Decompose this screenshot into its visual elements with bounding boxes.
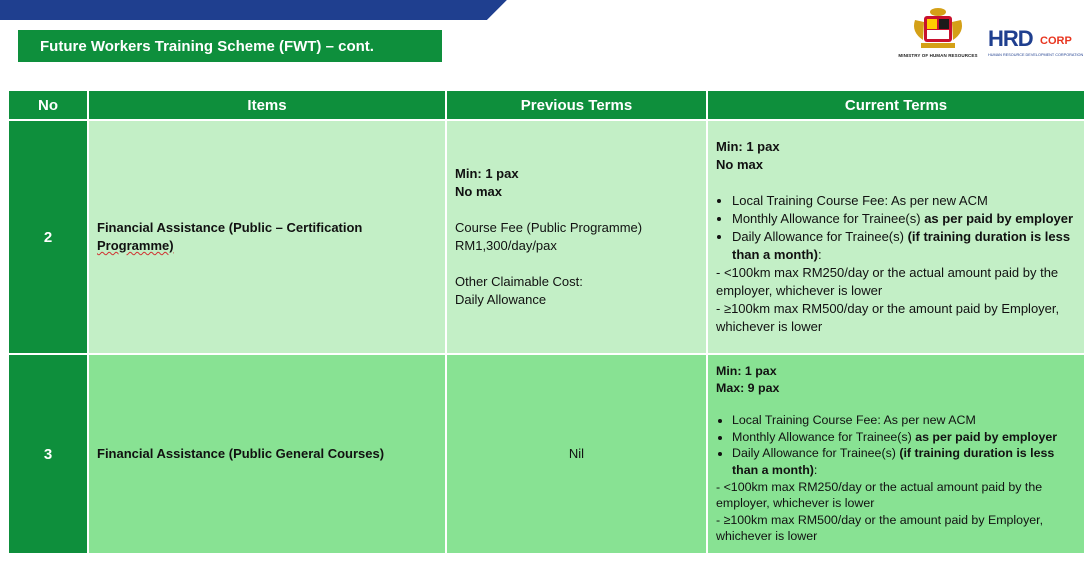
- item-text-line1: Financial Assistance (Public – Certification: [97, 220, 363, 235]
- previous-terms-cell: [446, 120, 707, 354]
- curr-distance-under-100km: - <100km max RM250/day or the actual amount paid by the employer, whichever is lower: [716, 479, 1043, 511]
- item-text-line2: Programme): [97, 238, 174, 253]
- curr-distance-under-100km: - <100km max RM250/day or the actual amount paid by the employer, whichever is lower: [716, 265, 1059, 298]
- hrdcorp-logo: [988, 26, 1084, 60]
- curr-bullet-monthly-allowance: • Monthly Allowance for Trainee(s) as per paid by employer: [732, 210, 1076, 228]
- header-current-terms: Current Terms: [707, 90, 1085, 120]
- curr-bullet-monthly-allowance: • Monthly Allowance for Trainee(s) as per paid by employer: [732, 429, 1076, 446]
- curr-min: Min: 1 pax: [716, 139, 780, 154]
- terms-table: [7, 89, 1086, 555]
- curr-bullet-daily-allowance: • Daily Allowance for Trainee(s) (if training duration is less than a month):: [732, 228, 1076, 264]
- curr-min: Min: 1 pax: [716, 364, 777, 379]
- prev-fee-value: RM1,300/day/pax: [455, 238, 557, 253]
- curr-bullet-course-fee: • Local Training Course Fee: As per new ACM: [732, 192, 1076, 210]
- table-row: [8, 120, 1085, 354]
- hrd-logo-main: HRD: [988, 26, 1033, 51]
- table-header-row: [8, 90, 1085, 120]
- row-number: 3: [8, 354, 88, 554]
- prev-fee-label: Course Fee (Public Programme): [455, 220, 643, 235]
- current-terms-cell: [707, 120, 1085, 354]
- prev-min: Min: 1 pax: [455, 166, 519, 181]
- current-terms-cell: [707, 354, 1085, 554]
- curr-max: No max: [716, 157, 763, 172]
- header-previous-terms: Previous Terms: [446, 90, 707, 120]
- curr-bullet-daily-allowance: • Daily Allowance for Trainee(s) (if training duration is less than a month):: [732, 445, 1076, 478]
- hrd-logo-subtitle: HUMAN RESOURCE DEVELOPMENT CORPORATION: [988, 53, 1084, 57]
- curr-distance-over-100km: - ≥100km max RM500/day or the amount paid by Employer, whichever is lower: [716, 301, 1060, 334]
- coat-of-arms-icon: [893, 6, 983, 52]
- curr-bullet-list: [716, 412, 1076, 478]
- row-item: [88, 120, 446, 354]
- header-no: No: [8, 90, 88, 120]
- hrd-logo-corp: CORP: [1040, 35, 1072, 47]
- row-item: Financial Assistance (Public General Courses): [88, 354, 446, 554]
- curr-bullet-course-fee: • Local Training Course Fee: As per new ACM: [732, 412, 1076, 429]
- header-items: Items: [88, 90, 446, 120]
- prev-other-value: Daily Allowance: [455, 292, 547, 307]
- ministry-logo-text: MINISTRY OF HUMAN RESOURCES: [898, 53, 978, 58]
- ministry-logo: [893, 6, 983, 62]
- prev-max: No max: [455, 184, 502, 199]
- previous-terms-cell: Nil: [446, 354, 707, 554]
- page-title: Future Workers Training Scheme (FWT) – cont.: [18, 30, 442, 62]
- row-number: 2: [8, 120, 88, 354]
- curr-max: Max: 9 pax: [716, 380, 780, 395]
- curr-bullet-list: [716, 192, 1076, 264]
- prev-other-label: Other Claimable Cost:: [455, 274, 583, 289]
- curr-distance-over-100km: - ≥100km max RM500/day or the amount paid by Employer, whichever is lower: [716, 512, 1044, 544]
- table-row: [8, 354, 1085, 554]
